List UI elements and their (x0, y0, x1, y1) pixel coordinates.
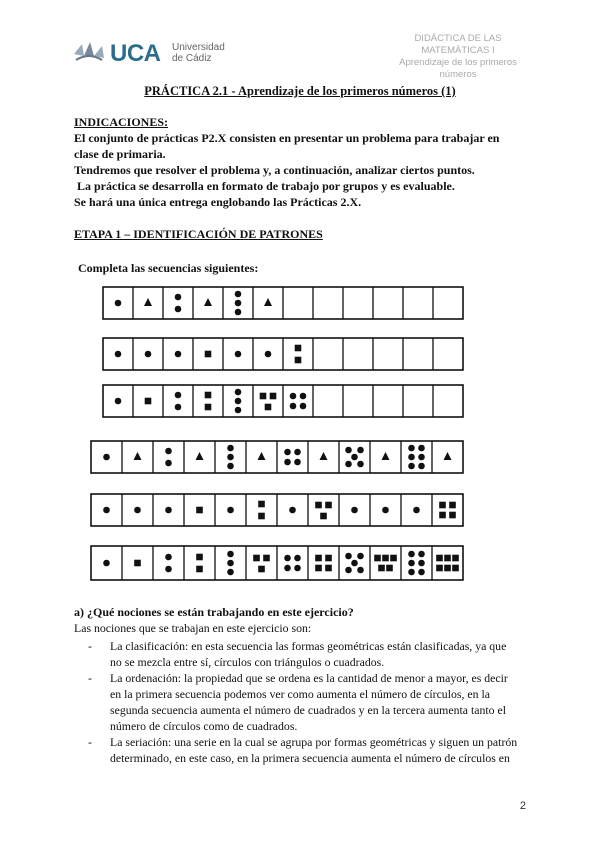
sequence-6 (90, 545, 464, 581)
circle-group-icon (408, 445, 425, 470)
circle-group-icon (235, 291, 242, 316)
circle-group-icon (227, 507, 234, 514)
circle-group-icon (134, 507, 141, 514)
circle-group-icon (345, 447, 364, 468)
circle-group-icon (103, 560, 110, 567)
course-header: DIDÁCTICA DE LAS MATEMÁTICAS I Aprendizaje de los primeros números (399, 33, 517, 80)
circle-group-icon (235, 389, 242, 414)
triangle-icon (382, 452, 390, 460)
instruction: Completa las secuencias siguientes: (78, 261, 259, 275)
indicaciones-text: El conjunto de prácticas P2.X consisten en presentar un problema para trabajar en clase de primaria. Tendremos que resolver el problema y, a continuación, analizar ciertos puntos. La práctica se desarrolla en formato de trabajo por grupos y es evaluable. Se hará una única entrega englobando las Prácticas 2.X. (74, 131, 500, 209)
circle-group-icon (103, 507, 110, 514)
square-group-icon (205, 351, 212, 358)
triangle-icon (134, 452, 142, 460)
triangle-icon (264, 298, 272, 306)
page-number: 2 (519, 800, 526, 812)
square-group-icon (196, 554, 203, 573)
logo-text: UCA (110, 40, 161, 67)
circle-group-icon (284, 449, 301, 466)
square-group-icon (196, 507, 203, 514)
circle-group-icon (289, 507, 296, 514)
circle-group-icon (175, 294, 182, 313)
circle-group-icon (145, 351, 152, 358)
square-group-icon (134, 560, 141, 567)
indicaciones-heading: INDICACIONES: (74, 115, 169, 129)
sequence-1 (102, 286, 464, 320)
triangle-icon (196, 452, 204, 460)
triangle-icon (204, 298, 212, 306)
square-group-icon (436, 555, 459, 572)
circle-group-icon (165, 448, 172, 467)
circle-group-icon (175, 392, 182, 411)
square-group-icon (260, 393, 277, 411)
circle-group-icon (115, 351, 122, 358)
circle-group-icon (345, 553, 364, 574)
etapa-heading: ETAPA 1 – IDENTIFICACIÓN DE PATRONES (74, 227, 323, 241)
sequence-4 (90, 440, 464, 474)
sequence-2 (102, 337, 464, 371)
triangle-icon (258, 452, 266, 460)
circle-group-icon (382, 507, 389, 514)
square-group-icon (145, 398, 152, 405)
circle-group-icon (165, 554, 172, 573)
circle-group-icon (165, 507, 172, 514)
circle-group-icon (413, 507, 420, 514)
triangle-icon (444, 452, 452, 460)
circle-group-icon (115, 300, 122, 307)
triangle-icon (144, 298, 152, 306)
square-group-icon (253, 555, 270, 573)
circle-group-icon (284, 555, 301, 572)
answer-intro: Las nociones que se trabajan en este ejercicio son: (74, 621, 312, 635)
square-group-icon (439, 502, 456, 519)
circle-group-icon (290, 393, 307, 410)
circle-group-icon (115, 398, 122, 405)
circle-group-icon (235, 351, 242, 358)
circle-group-icon (103, 454, 110, 461)
university-name: Universidad de Cádiz (172, 42, 225, 64)
square-group-icon (374, 555, 397, 572)
uca-leaf-icon (72, 40, 106, 66)
square-group-icon (315, 502, 332, 520)
square-group-icon (315, 555, 332, 572)
square-group-icon (205, 392, 212, 411)
circle-group-icon (351, 507, 358, 514)
question-a: a) ¿Qué nociones se están trabajando en este ejercicio? (74, 605, 354, 619)
circle-group-icon (227, 445, 234, 470)
circle-group-icon (265, 351, 272, 358)
circle-group-icon (408, 551, 425, 576)
square-group-icon (295, 345, 302, 364)
square-group-icon (258, 501, 265, 520)
triangle-icon (320, 452, 328, 460)
circle-group-icon (227, 551, 234, 576)
circle-group-icon (175, 351, 182, 358)
sequence-5 (90, 493, 464, 527)
sequence-3 (102, 384, 464, 418)
uca-logo (72, 38, 232, 68)
page-title: PRÁCTICA 2.1 - Aprendizaje de los primeros números (1) (144, 84, 456, 98)
